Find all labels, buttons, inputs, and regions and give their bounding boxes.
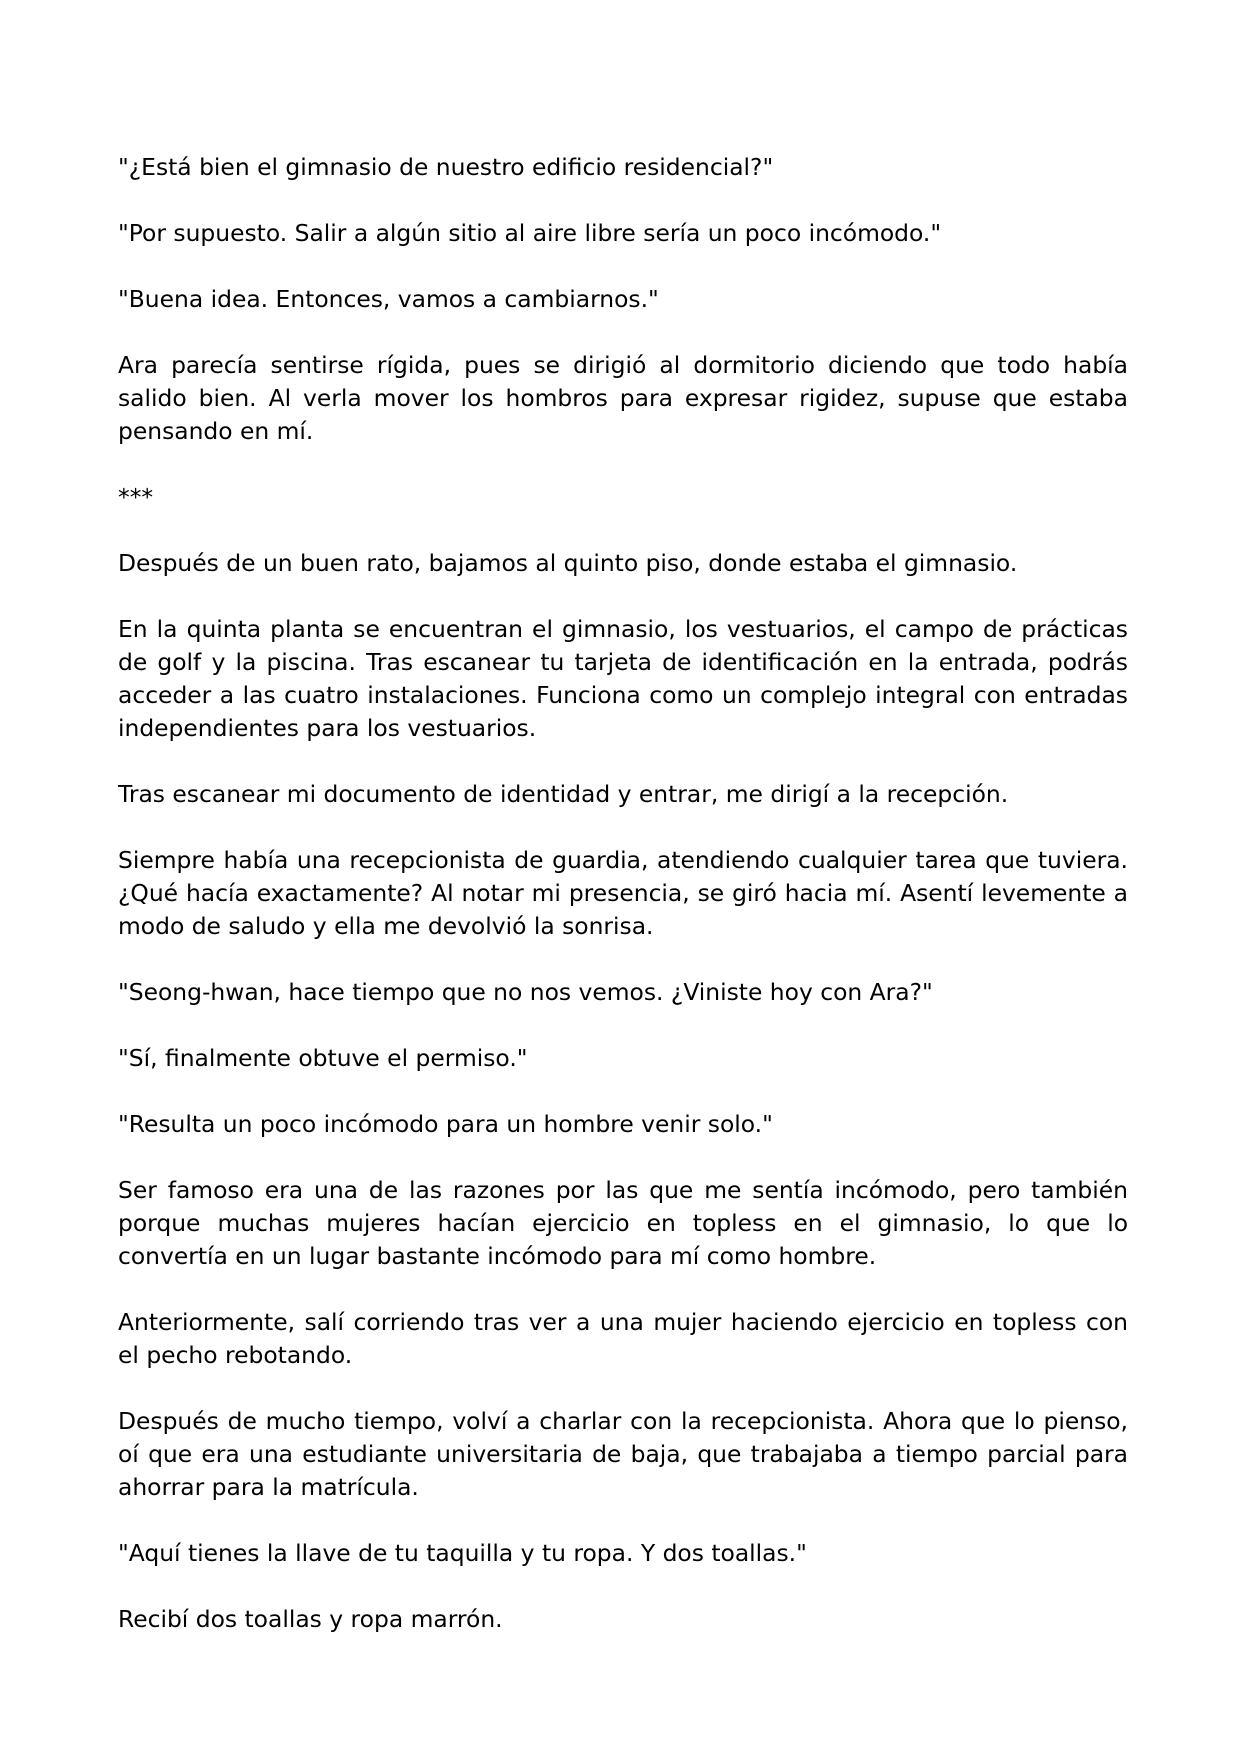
paragraph-7: Tras escanear mi documento de identidad y entrar, me dirigí a la recepción. [118,780,1009,808]
paragraph-16: Recibí dos toallas y ropa marrón. [118,1605,503,1633]
paragraph-3: "Buena idea. Entonces, vamos a cambiarnos." [118,285,659,313]
paragraph-15: "Aquí tienes la llave de tu taquilla y tu ropa. Y dos toallas." [118,1539,807,1567]
paragraph-10: "Sí, finalmente obtuve el permiso." [118,1044,528,1072]
paragraph-5: Después de un buen rato, bajamos al quinto piso, donde estaba el gimnasio. [118,549,1018,577]
paragraph-11: "Resulta un poco incómodo para un hombre venir solo." [118,1110,773,1138]
scene-break: *** [118,483,154,511]
paragraph-1: "¿Está bien el gimnasio de nuestro edificio residencial?" [118,153,774,181]
paragraph-2: "Por supuesto. Salir a algún sitio al aire libre sería un poco incómodo." [118,219,942,247]
paragraph-12: Ser famoso era una de las razones por las que me sentía incómodo, pero también porque muchas mujeres hacían ejercicio en topless en el gimnasio, lo que lo convertía en un lugar bastante incómodo para mí como hombre. [118,1176,1128,1270]
paragraph-13: Anteriormente, salí corriendo tras ver a una mujer haciendo ejercicio en topless con el pecho rebotando. [118,1308,1128,1369]
paragraph-8: Siempre había una recepcionista de guardia, atendiendo cualquier tarea que tuviera. ¿Qué hacía exactamente? Al notar mi presencia, se giró hacia mí. Asentí levemente a modo de saludo y ella me devolvió la sonrisa. [118,846,1128,940]
paragraph-14: Después de mucho tiempo, volví a charlar con la recepcionista. Ahora que lo pienso, oí que era una estudiante universitaria de baja, que trabajaba a tiempo parcial para ahorrar para la matrícula. [118,1407,1128,1501]
body-text [118,151,1128,1669]
paragraph-4: Ara parecía sentirse rígida, pues se dirigió al dormitorio diciendo que todo había salido bien. Al verla mover los hombros para expresar rigidez, supuse que estaba pensando en mí. [118,351,1128,445]
paragraph-9: "Seong-hwan, hace tiempo que no nos vemos. ¿Viniste hoy con Ara?" [118,978,933,1006]
paragraph-6: En la quinta planta se encuentran el gimnasio, los vestuarios, el campo de prácticas de golf y la piscina. Tras escanear tu tarjeta de identificación en la entrada, podrás acceder a las cuatro instalaciones. Funciona como un complejo integral con entradas independientes para los vestuarios. [118,615,1128,742]
